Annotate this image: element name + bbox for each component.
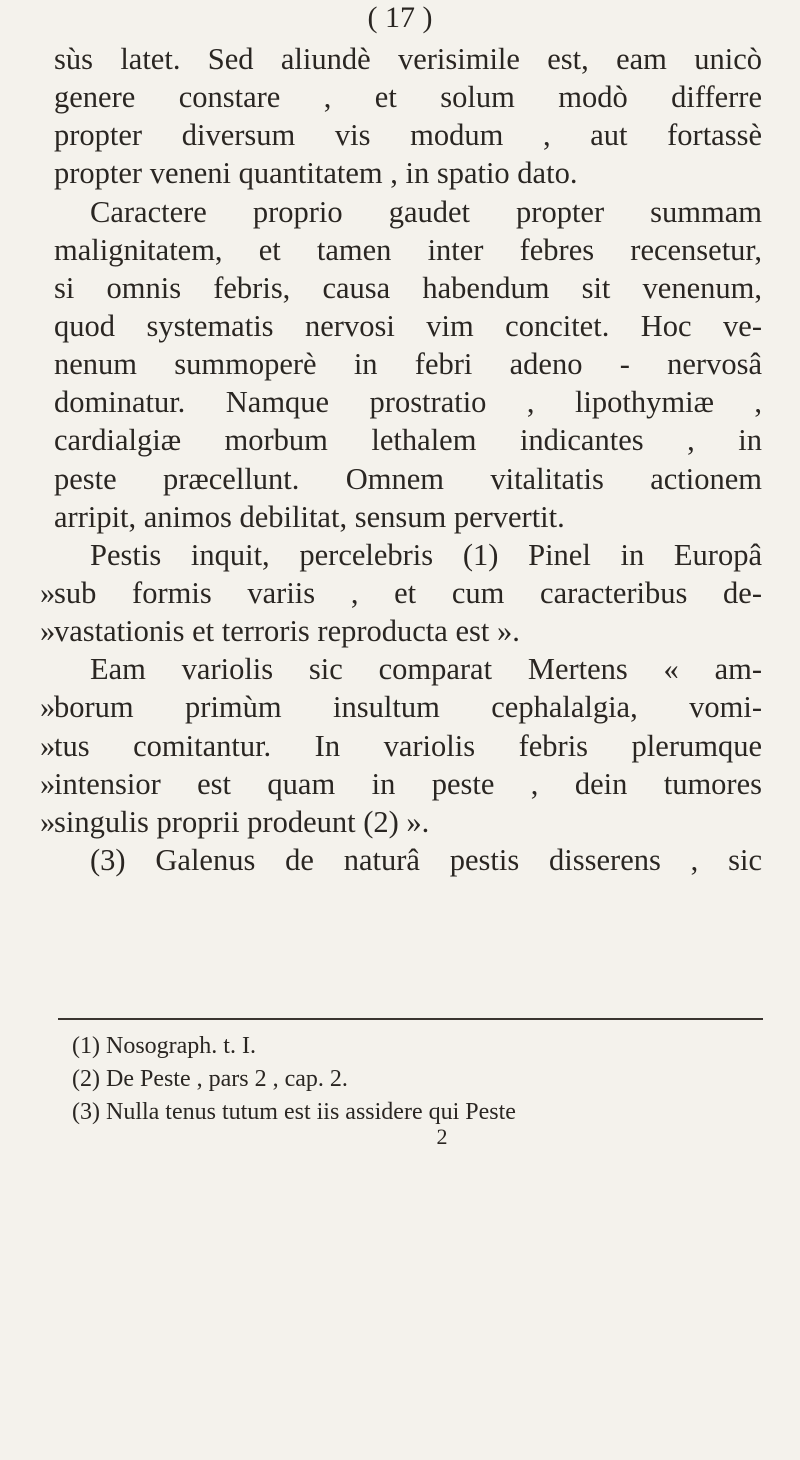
text-line — [54, 40, 762, 78]
line-text: nenum summoperè in febri adeno - nervosâ — [54, 347, 762, 382]
footnote: (2) De Peste , pars 2 , cap. 2. — [72, 1066, 348, 1092]
text-line — [54, 383, 762, 421]
line-text: sub formis variis , et cum caracteribus de- — [54, 575, 762, 610]
line-text: propter diversum vis modum , aut fortassè — [54, 118, 762, 153]
line-text: tus comitantur. In variolis febris plerumque — [54, 728, 762, 763]
text-line — [90, 841, 762, 879]
quote-mark: » — [40, 690, 56, 725]
line-text: dominatur. Namque prostratio , lipothymiæ , — [54, 385, 762, 420]
text-line — [54, 460, 762, 498]
line-text: intensior est quam in peste , dein tumores — [54, 766, 762, 801]
line-text: quod systematis nervosi vim concitet. Hoc ve- — [54, 308, 762, 343]
body-text — [42, 40, 762, 879]
text-line — [40, 612, 762, 650]
quote-mark: » — [40, 575, 56, 610]
text-line — [54, 421, 762, 459]
text-line — [54, 307, 762, 345]
footnote-divider — [58, 1018, 763, 1020]
line-text: singulis proprii prodeunt (2) ». — [54, 804, 430, 839]
footnote: (3) Nulla tenus tutum est iis assidere qui Peste — [72, 1099, 516, 1125]
text-line — [40, 727, 762, 765]
text-line — [90, 193, 762, 231]
line-text: malignitatem, et tamen inter febres recensetur, — [54, 232, 762, 267]
page-number: ( 17 ) — [367, 1, 433, 34]
text-line — [54, 345, 762, 383]
signature-mark: 2 — [436, 1124, 448, 1149]
text-line — [54, 498, 762, 536]
footnote: (1) Nosograph. t. I. — [72, 1033, 256, 1059]
quote-mark: » — [40, 766, 56, 801]
line-text: Pestis inquit, percelebris (1) Pinel in Europâ — [90, 537, 762, 572]
line-text: Caractere proprio gaudet propter summam — [90, 194, 762, 229]
text-line — [40, 688, 762, 726]
text-line — [40, 765, 762, 803]
line-text: arripit, animos debilitat, sensum pervertit. — [54, 499, 565, 534]
text-line — [40, 574, 762, 612]
line-text: cardialgiæ morbum lethalem indicantes , in — [54, 423, 762, 458]
footnotes — [72, 1030, 752, 1129]
quote-mark: » — [40, 728, 56, 763]
line-text: genere constare , et solum modò differre — [54, 80, 762, 115]
text-line — [54, 154, 762, 192]
text-line — [54, 116, 762, 154]
text-line — [54, 269, 762, 307]
line-text: propter veneni quantitatem , in spatio dato. — [54, 156, 578, 191]
quote-mark: » — [40, 614, 56, 649]
line-text: si omnis febris, causa habendum sit venenum, — [54, 270, 762, 305]
text-line — [90, 650, 762, 688]
text-line — [40, 803, 762, 841]
text-line — [54, 78, 762, 116]
line-text: Eam variolis sic comparat Mertens « am- — [90, 652, 762, 687]
line-text: borum primùm insultum cephalalgia, vomi- — [54, 690, 762, 725]
line-text: (3) Galenus de naturâ pestis disserens , sic — [90, 842, 762, 877]
line-text: vastationis et terroris reproducta est ». — [54, 614, 520, 649]
quote-mark: » — [40, 804, 56, 839]
text-line — [90, 536, 762, 574]
text-line — [54, 231, 762, 269]
line-text: peste præcellunt. Omnem vitalitatis actionem — [54, 461, 762, 496]
line-text: sùs latet. Sed aliundè verisimile est, eam unicò — [54, 42, 762, 76]
